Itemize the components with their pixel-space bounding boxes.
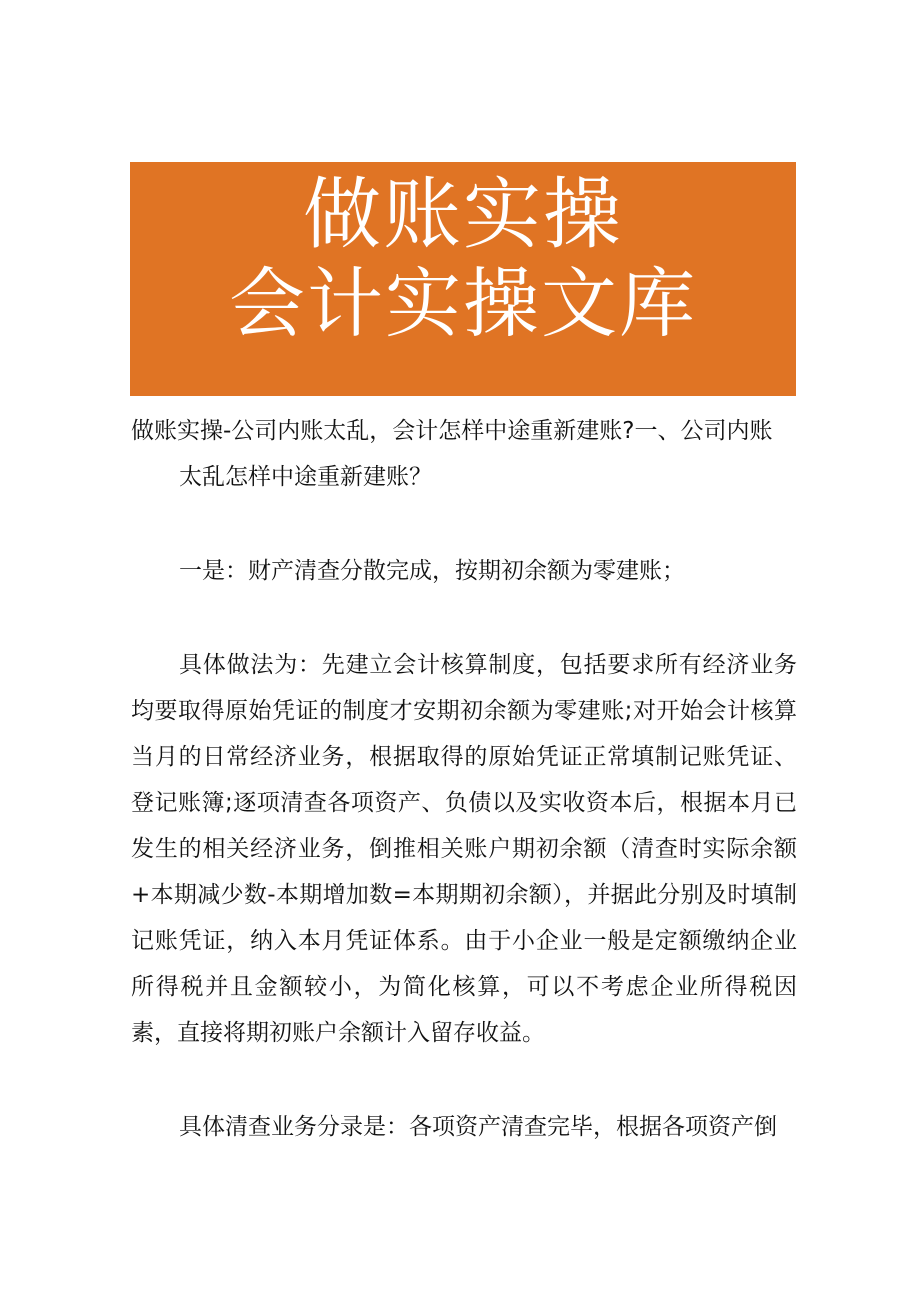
article-heading-line-2: 太乱怎样中途重新建账？ — [179, 464, 432, 490]
paragraph-entries: 具体清查业务分录是：各项资产清查完毕，根据各项资产倒 — [179, 1114, 777, 1140]
paragraph-method: 具体做法为：先建立会计核算制度，包括要求所有经济业务均要取得原始凭证的制度才安期初余额为零建账;对开始会计核算当月的日常经济业务，根据取得的原始凭证正常填制记账凭证、登记账簿;逐项清查各项资产、负债以及实收资本后，根据本月已发生的相关经济业务，倒推相关账户期初余额（清查时实际余额+本期减少数-本期增加数=本期期初余额），并据此分别及时填制记账凭证，纳入本月凭证体系。由于小企业一般是定额缴纳企业所得税并且金额较小，为简化核算，可以不考虑企业所得税因素，直接将期初账户余额计入留存收益。 — [131, 652, 797, 1046]
document-body — [131, 408, 797, 1150]
banner-title: 做账实操 — [302, 170, 623, 260]
article-heading-line-1: 做账实操-公司内账太乱，会计怎样中途重新建账?一、公司内账 — [131, 418, 773, 444]
banner-subtitle: 会计实操文库 — [229, 259, 697, 348]
paragraph-step-one: 一是：财产清查分散完成，按期初余额为零建账； — [179, 558, 685, 584]
title-banner — [130, 162, 796, 396]
article-heading — [131, 408, 797, 500]
